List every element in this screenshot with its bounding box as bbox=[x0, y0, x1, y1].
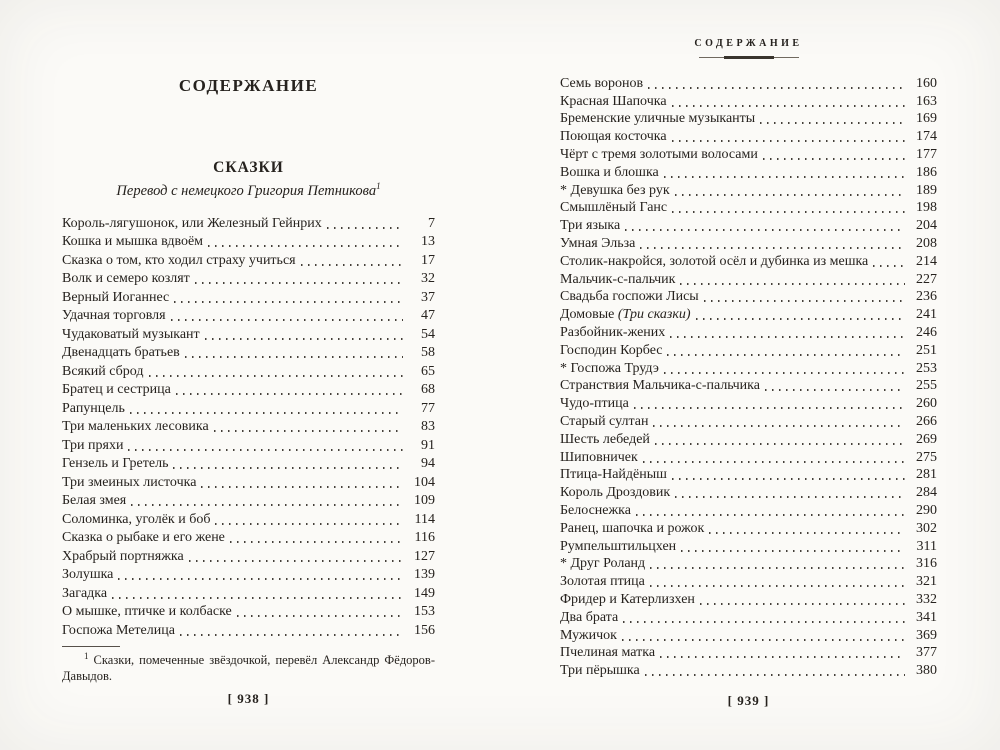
toc-entry bbox=[62, 324, 435, 343]
toc-entry-page: 47 bbox=[421, 308, 435, 323]
toc-entry-page: 37 bbox=[421, 289, 435, 305]
toc-entry bbox=[560, 377, 937, 395]
dot-leader bbox=[672, 478, 905, 480]
toc-entry-title: Три маленьких лесовика bbox=[62, 419, 209, 434]
toc-entry-title: Мужичок bbox=[560, 627, 617, 643]
toc-entry bbox=[560, 163, 937, 181]
toc-entry-page: 32 bbox=[421, 271, 435, 286]
toc-entry-page: 68 bbox=[421, 382, 435, 397]
toc-entry-page: 241 bbox=[916, 307, 937, 323]
toc-entry bbox=[62, 620, 435, 639]
toc-entry-page: 316 bbox=[916, 556, 937, 572]
toc-entry-page: 58 bbox=[421, 345, 435, 360]
toc-entry bbox=[560, 626, 937, 644]
toc-entry-title: Золушка bbox=[62, 567, 114, 582]
toc-entry-title: Фридер и Катерлизхен bbox=[560, 591, 695, 607]
toc-entry-title: Умная Эльза bbox=[560, 235, 636, 251]
subtitle-text: Перевод с немецкого Григория Петникова bbox=[116, 183, 377, 199]
toc-entry-title: Золотая птица bbox=[560, 574, 645, 590]
toc-entry-page: 369 bbox=[916, 627, 937, 643]
toc-entry bbox=[62, 583, 435, 602]
toc-entry-title: Верный Иоганнес bbox=[62, 289, 170, 305]
toc-entry-page: 380 bbox=[916, 663, 937, 679]
toc-entry-title: Мальчик-с-пальчик bbox=[560, 271, 676, 287]
toc-entry-title: Двенадцать братьев bbox=[62, 345, 180, 360]
toc-entry-page: 311 bbox=[916, 538, 937, 554]
left-page bbox=[62, 0, 435, 750]
dot-leader bbox=[301, 264, 403, 266]
toc-entry bbox=[560, 181, 937, 199]
toc-entry bbox=[560, 127, 937, 145]
toc-entry bbox=[62, 232, 435, 251]
toc-entry-title: Ранец, шапочка и рожок bbox=[560, 520, 705, 536]
toc-entry-title: Старый султан bbox=[560, 413, 649, 429]
dot-leader bbox=[655, 443, 905, 445]
dot-leader bbox=[664, 176, 905, 178]
dot-leader bbox=[672, 105, 905, 107]
toc-entry-title: Храбрый портняжка bbox=[62, 548, 184, 564]
toc-entry-title: Соломинка, уголёк и боб bbox=[62, 511, 211, 527]
toc-entry bbox=[560, 608, 937, 626]
toc-entry-page: 149 bbox=[414, 585, 435, 601]
toc-entry-page: 189 bbox=[916, 182, 937, 198]
toc-entry bbox=[560, 74, 937, 92]
toc-entry bbox=[560, 661, 937, 679]
toc-entry-title: Всякий сброд bbox=[62, 363, 144, 379]
toc-entry bbox=[560, 448, 937, 466]
toc-entry bbox=[560, 590, 937, 608]
toc-entry-title: * Госпожа Трудэ bbox=[560, 360, 659, 376]
dot-leader bbox=[327, 227, 403, 229]
dot-leader bbox=[623, 621, 905, 623]
toc-entry bbox=[62, 454, 435, 473]
dot-leader bbox=[670, 336, 905, 338]
toc-entry bbox=[62, 343, 435, 362]
toc-entry-page: 198 bbox=[916, 200, 937, 216]
toc-entry-title: Загадка bbox=[62, 585, 108, 601]
toc-entry bbox=[62, 435, 435, 454]
folio-left: [ 938 ] bbox=[227, 691, 270, 706]
toc-entry-title: Белоснежка bbox=[560, 502, 631, 518]
dot-leader bbox=[195, 282, 403, 284]
toc-entry-page: 266 bbox=[916, 413, 937, 429]
toc-entry bbox=[62, 287, 435, 306]
toc-entry-title: Поющая косточка bbox=[560, 129, 667, 145]
footnote-rule bbox=[62, 646, 120, 647]
toc-entry bbox=[560, 199, 937, 217]
toc-entry-page: 127 bbox=[414, 548, 435, 564]
toc-entry bbox=[560, 216, 937, 234]
footnote bbox=[62, 650, 435, 684]
dot-leader bbox=[205, 338, 403, 340]
toc-entry-title: Госпожа Метелица bbox=[62, 622, 175, 638]
toc-entry bbox=[62, 491, 435, 510]
toc-entry-page: 156 bbox=[414, 622, 435, 638]
toc-entry-page: 255 bbox=[916, 378, 937, 394]
toc-entry-title: Семь воронов bbox=[560, 75, 644, 91]
toc-entry bbox=[62, 472, 435, 491]
toc-entry-title: Удачная торговля bbox=[62, 308, 166, 323]
dot-leader bbox=[650, 585, 905, 587]
toc-entry bbox=[62, 361, 435, 380]
toc-entry bbox=[62, 509, 435, 528]
toc-entry bbox=[560, 92, 937, 110]
toc-entry-title: Гензель и Гретель bbox=[62, 456, 169, 471]
toc-entry-title: Братец и сестрица bbox=[62, 382, 171, 397]
header-rule bbox=[699, 56, 799, 59]
dot-leader bbox=[650, 567, 905, 569]
dot-leader bbox=[653, 425, 905, 427]
dot-leader bbox=[765, 389, 905, 391]
toc-entry-page: 163 bbox=[916, 93, 937, 109]
toc-entry-page: 275 bbox=[916, 449, 937, 465]
toc-entry-page: 321 bbox=[916, 574, 937, 590]
dot-leader bbox=[185, 356, 403, 358]
toc-entry bbox=[62, 602, 435, 621]
toc-entry-title: Столик-накройся, золотой осёл и дубинка из мешка bbox=[560, 253, 869, 269]
dot-leader bbox=[214, 430, 403, 432]
toc-entry-title: Король Дроздовик bbox=[560, 485, 671, 501]
dot-leader bbox=[174, 301, 403, 303]
dot-leader bbox=[189, 560, 403, 562]
dot-leader bbox=[660, 656, 905, 658]
dot-leader bbox=[112, 597, 403, 599]
toc-entry bbox=[560, 572, 937, 590]
dot-leader bbox=[130, 412, 403, 414]
toc-entry-title: * Девушка без рук bbox=[560, 182, 670, 198]
toc-entry-page: 177 bbox=[916, 146, 937, 162]
dot-leader bbox=[667, 354, 905, 356]
toc-entry-page: 341 bbox=[916, 609, 937, 625]
toc-entry bbox=[560, 145, 937, 163]
toc-entry-page: 236 bbox=[916, 289, 937, 305]
toc-entry-title: Пчелиная матка bbox=[560, 645, 656, 661]
toc-entry-page: 153 bbox=[414, 604, 435, 619]
toc-entry bbox=[560, 234, 937, 252]
toc-entry-page: 77 bbox=[421, 400, 435, 416]
toc-entry-page: 208 bbox=[916, 235, 937, 251]
dot-leader bbox=[634, 407, 905, 409]
dot-leader bbox=[681, 550, 905, 552]
toc-entry-page: 17 bbox=[421, 252, 435, 268]
toc-entry-page: 269 bbox=[916, 431, 937, 447]
toc-entry bbox=[560, 644, 937, 662]
toc-entry-title: Шиповничек bbox=[560, 449, 638, 465]
dot-leader bbox=[171, 319, 403, 321]
toc-entry-page: 109 bbox=[414, 493, 435, 508]
toc-entry-page: 114 bbox=[414, 511, 435, 527]
dot-leader bbox=[208, 245, 403, 247]
footnote-mark: 1 bbox=[84, 650, 89, 661]
toc-entry-page: 227 bbox=[916, 271, 937, 287]
toc-entry-page: 260 bbox=[916, 396, 937, 412]
dot-leader bbox=[763, 158, 905, 160]
dot-leader bbox=[873, 265, 905, 267]
toc-entry bbox=[560, 412, 937, 430]
dot-leader bbox=[760, 122, 905, 124]
toc-entry-title: Птица-Найдёныш bbox=[560, 467, 667, 483]
toc-entry-page: 214 bbox=[916, 253, 937, 269]
toc-entry bbox=[62, 213, 435, 232]
toc-entry-title: Король-лягушонок, или Железный Гейнрих bbox=[62, 215, 322, 231]
toc-entry-page: 246 bbox=[916, 324, 937, 340]
toc-entry-title: Три змеиных листочка bbox=[62, 474, 197, 490]
toc-entry-title: Сказка о рыбаке и его жене bbox=[62, 530, 225, 545]
toc-entry-title: Три пряхи bbox=[62, 437, 124, 453]
toc-entry-title: Два брата bbox=[560, 609, 619, 625]
toc-entry bbox=[62, 269, 435, 288]
toc-entry-page: 94 bbox=[421, 456, 435, 471]
toc-entry-title: * Друг Роланд bbox=[560, 556, 646, 572]
toc-entry bbox=[560, 341, 937, 359]
toc-entry-page: 91 bbox=[421, 437, 435, 453]
toc-list-left bbox=[62, 213, 435, 639]
dot-leader bbox=[149, 375, 403, 377]
toc-entry-title: Чудаковатый музыкант bbox=[62, 326, 200, 342]
dot-leader bbox=[173, 467, 403, 469]
toc-entry bbox=[560, 288, 937, 306]
toc-entry-title: Волк и семеро козлят bbox=[62, 271, 190, 286]
dot-leader bbox=[636, 514, 905, 516]
toc-entry-page: 186 bbox=[916, 164, 937, 180]
section-heading: СКАЗКИ bbox=[213, 159, 284, 176]
toc-entry-page: 139 bbox=[414, 567, 435, 582]
toc-entry-title: Сказка о том, кто ходил страху учиться bbox=[62, 252, 296, 268]
dot-leader bbox=[118, 578, 403, 580]
dot-leader bbox=[643, 461, 905, 463]
toc-entry-page: 253 bbox=[916, 360, 937, 376]
toc-entry-title: Господин Корбес bbox=[560, 342, 663, 358]
toc-entry-title: Три языка bbox=[560, 218, 621, 234]
dot-leader bbox=[180, 634, 403, 636]
toc-entry-page: 302 bbox=[916, 520, 937, 536]
dot-leader bbox=[645, 674, 905, 676]
toc-entry bbox=[560, 110, 937, 128]
toc-entry-page: 290 bbox=[916, 502, 937, 518]
toc-entry-page: 377 bbox=[916, 645, 937, 661]
toc-entry-page: 160 bbox=[916, 75, 937, 91]
toc-entry bbox=[62, 565, 435, 584]
toc-entry-title: Свадьба госпожи Лисы bbox=[560, 289, 699, 305]
dot-leader bbox=[237, 615, 403, 617]
toc-entry-page: 116 bbox=[414, 530, 435, 545]
toc-list-right bbox=[560, 74, 937, 679]
toc-entry-title: Вошка и блошка bbox=[560, 164, 659, 180]
toc-entry-page: 13 bbox=[421, 234, 435, 249]
toc-entry-title: Шесть лебедей bbox=[560, 431, 650, 447]
toc-entry bbox=[62, 417, 435, 436]
toc-entry bbox=[560, 519, 937, 537]
toc-entry bbox=[62, 306, 435, 325]
toc-entry bbox=[62, 380, 435, 399]
dot-leader bbox=[675, 194, 905, 196]
toc-entry-title: Румпельштильцхен bbox=[560, 538, 677, 554]
dot-leader bbox=[128, 449, 403, 451]
contents-title: СОДЕРЖАНИЕ bbox=[178, 76, 319, 95]
dot-leader bbox=[230, 541, 403, 543]
dot-leader bbox=[672, 211, 905, 213]
toc-entry-page: 104 bbox=[414, 474, 435, 490]
toc-entry bbox=[560, 394, 937, 412]
toc-entry bbox=[560, 270, 937, 288]
footnote-text: Сказки, помеченные звёздочкой, перевёл Александр Фёдоров-Давыдов. bbox=[62, 653, 435, 683]
right-page bbox=[560, 0, 937, 750]
section-subtitle bbox=[62, 183, 435, 200]
toc-entry bbox=[560, 252, 937, 270]
dot-leader bbox=[664, 372, 905, 374]
toc-entry bbox=[62, 250, 435, 269]
toc-entry-page: 281 bbox=[916, 467, 937, 483]
toc-entry-page: 169 bbox=[916, 111, 937, 127]
toc-entry bbox=[62, 546, 435, 565]
dot-leader bbox=[700, 603, 905, 605]
toc-entry bbox=[560, 537, 937, 555]
toc-entry-title: Рапунцель bbox=[62, 400, 125, 416]
dot-leader bbox=[704, 300, 905, 302]
dot-leader bbox=[640, 247, 905, 249]
toc-entry-page: 204 bbox=[916, 218, 937, 234]
toc-entry-title: Домовые (Три сказки) bbox=[560, 307, 691, 323]
toc-entry-page: 65 bbox=[421, 363, 435, 379]
toc-entry-title: Смышлёный Ганс bbox=[560, 200, 668, 216]
toc-entry bbox=[560, 359, 937, 377]
toc-entry bbox=[560, 555, 937, 573]
dot-leader bbox=[201, 486, 403, 488]
toc-entry-title: О мышке, птичке и колбаске bbox=[62, 604, 232, 619]
toc-entry bbox=[560, 305, 937, 323]
toc-entry-title: Кошка и мышка вдвоём bbox=[62, 234, 204, 249]
toc-entry-title: Бременские уличные музыканты bbox=[560, 111, 756, 127]
dot-leader bbox=[625, 229, 905, 231]
dot-leader bbox=[176, 393, 403, 395]
toc-entry bbox=[62, 398, 435, 417]
toc-entry-page: 83 bbox=[421, 419, 435, 434]
subtitle-footnote-mark: 1 bbox=[376, 181, 381, 192]
toc-entry-title: Чёрт с тремя золотыми волосами bbox=[560, 146, 758, 162]
toc-entry bbox=[560, 430, 937, 448]
toc-entry bbox=[560, 483, 937, 501]
toc-entry bbox=[560, 323, 937, 341]
dot-leader bbox=[675, 496, 905, 498]
dot-leader bbox=[672, 140, 905, 142]
dot-leader bbox=[622, 639, 905, 641]
running-header: СОДЕРЖАНИЕ bbox=[694, 38, 803, 49]
dot-leader bbox=[709, 532, 905, 534]
toc-entry-page: 174 bbox=[916, 129, 937, 145]
toc-entry bbox=[560, 466, 937, 484]
toc-entry bbox=[62, 528, 435, 547]
toc-entry-title: Странствия Мальчика-с-пальчика bbox=[560, 378, 760, 394]
toc-entry-title: Чудо-птица bbox=[560, 396, 629, 412]
toc-entry-title: Белая змея bbox=[62, 493, 127, 508]
toc-entry-title: Три пёрышка bbox=[560, 663, 640, 679]
dot-leader bbox=[680, 283, 905, 285]
folio-right: [ 939 ] bbox=[727, 693, 770, 708]
dot-leader bbox=[648, 87, 905, 89]
toc-entry-page: 284 bbox=[916, 485, 937, 501]
toc-entry-page: 7 bbox=[428, 215, 435, 231]
toc-entry-page: 332 bbox=[916, 591, 937, 607]
toc-entry bbox=[560, 501, 937, 519]
toc-entry-page: 54 bbox=[421, 326, 435, 342]
toc-entry-title: Красная Шапочка bbox=[560, 93, 667, 109]
toc-entry-page: 251 bbox=[916, 342, 937, 358]
dot-leader bbox=[215, 523, 403, 525]
dot-leader bbox=[696, 318, 905, 320]
toc-entry-title: Разбойник-жених bbox=[560, 324, 666, 340]
dot-leader bbox=[131, 504, 403, 506]
